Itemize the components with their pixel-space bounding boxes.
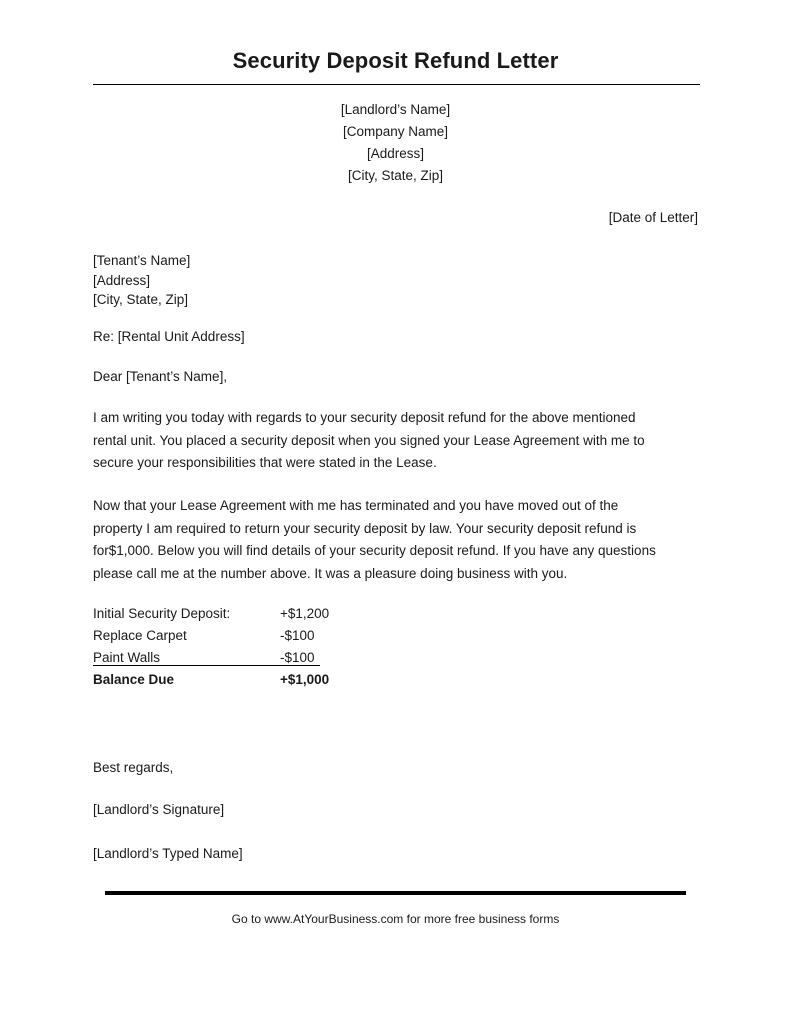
- paragraph-intro: [93, 407, 703, 475]
- paragraph-line: please call me at the number above. It was a pleasure doing business with you.: [93, 565, 568, 581]
- row-label: Initial Security Deposit:: [93, 606, 231, 621]
- table-row: [93, 603, 343, 625]
- footer-divider: [105, 891, 686, 895]
- row-label: Replace Carpet: [93, 628, 187, 643]
- landlord-address: [Address]: [366, 146, 425, 161]
- landlord-signature: [Landlord’s Signature]: [93, 802, 225, 817]
- paragraph-line: for$1,000. Below you will find details of your security deposit refund. If you have any questions: [93, 543, 656, 558]
- footer-text: Go to www.AtYourBusiness.com for more free business forms: [231, 912, 560, 926]
- deposit-breakdown-table: [93, 603, 343, 691]
- salutation: Dear [Tenant’s Name],: [93, 369, 228, 384]
- paragraph-line: rental unit. You placed a security deposit when you signed your Lease Agreement with me to: [93, 432, 645, 448]
- paragraph-line: I am writing you today with regards to your security deposit refund for the above mentioned: [93, 410, 636, 425]
- landlord-address-block: [0, 99, 791, 187]
- paragraph-line: property I am required to return your security deposit by law. Your security deposit refund is: [93, 520, 637, 536]
- tenant-address-block: [93, 251, 190, 310]
- row-label: Balance Due: [93, 672, 175, 687]
- paragraph-line: Now that your Lease Agreement with me has terminated and you have moved out of the: [93, 498, 619, 513]
- letter-date: [Date of Letter]: [608, 210, 698, 225]
- landlord-name: [Landlord’s Name]: [340, 102, 451, 117]
- paragraph-refund-details: [93, 495, 703, 585]
- landlord-company: [Company Name]: [342, 124, 449, 139]
- row-amount: +$1,000: [280, 672, 330, 687]
- subtotal-underline: [93, 665, 320, 666]
- re-line: Re: [Rental Unit Address]: [93, 329, 245, 344]
- table-row: [93, 625, 343, 647]
- closing: Best regards,: [93, 760, 174, 775]
- table-row-total: [93, 669, 343, 691]
- landlord-city-state-zip: [City, State, Zip]: [347, 168, 444, 183]
- landlord-typed-name: [Landlord’s Typed Name]: [93, 846, 243, 861]
- row-amount: -$100: [280, 628, 315, 643]
- paragraph-line: secure your responsibilities that were stated in the Lease.: [93, 455, 437, 470]
- tenant-name: [Tenant’s Name]: [93, 253, 191, 268]
- tenant-city-state-zip: [City, State, Zip]: [93, 292, 189, 307]
- row-amount: +$1,200: [280, 606, 330, 621]
- page-title: Security Deposit Refund Letter: [232, 48, 559, 73]
- row-amount: -$100: [280, 650, 315, 665]
- row-label: Paint Walls: [93, 650, 161, 665]
- tenant-address: [Address]: [93, 272, 151, 288]
- title-divider: [93, 84, 700, 85]
